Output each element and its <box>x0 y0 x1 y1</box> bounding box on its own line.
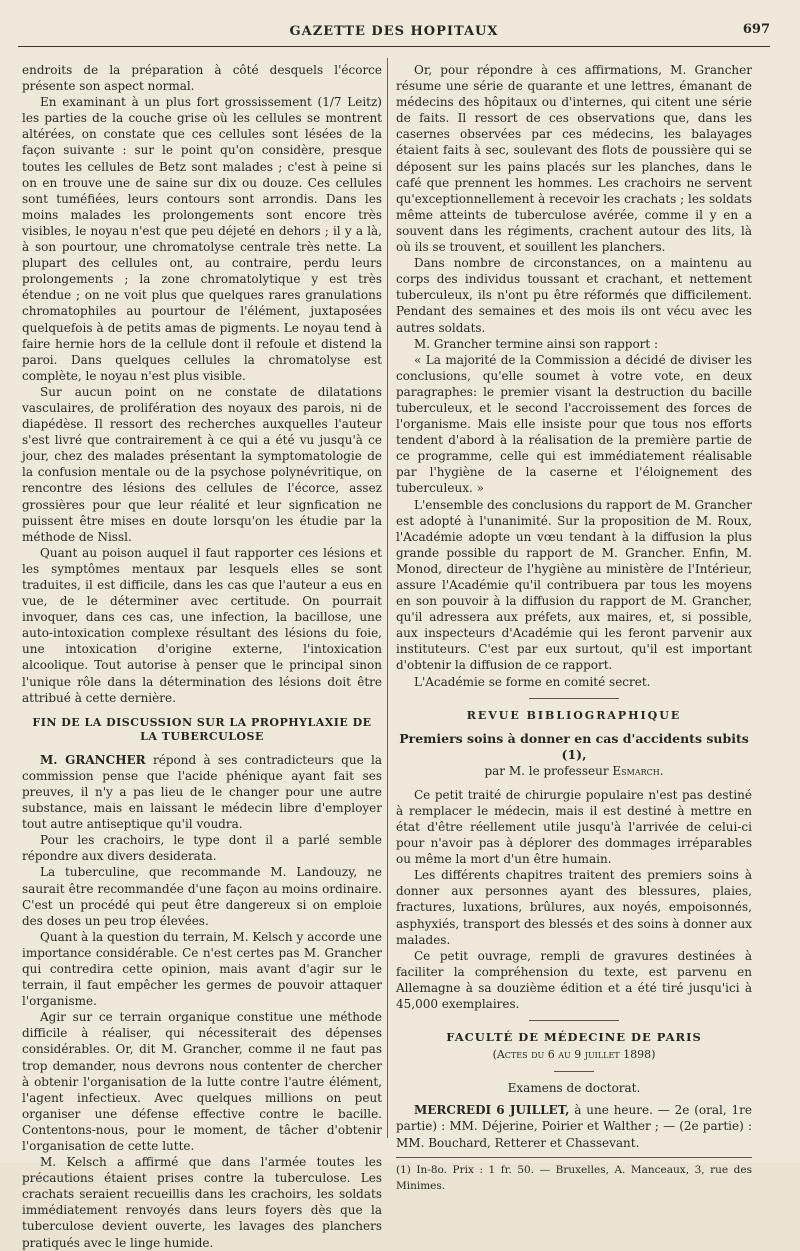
section-title: FIN DE LA DISCUSSION SUR LA PROPHYLAXIE DE LA TUBERCULOSE <box>32 715 372 743</box>
paragraph: endroits de la préparation à côté desquels l'écorce présente son aspect normal. <box>22 63 382 94</box>
paragraph: Or, pour répondre à ces affirmations, M. Grancher résume une série de quarante et une lettres, émanant de médecins des hôpitaux ou d'internes, qui citent une série de faits. Il ressort de ces observations que, dans les casernes observées par ces médecins, les balayages étaient faits à sec, soulevant des flots de poussière qui se déposent sur les pains placés sur les planches, dans le café que prennent les hommes. Les crachoirs ne servent qu'exceptionnellement à recevoir les crachats ; les soldats même atteints de tuberculose avérée, comme il y en a souvent dans les régiments, crachent autour des lits, là où ils se trouvent, et souillent les planchers. <box>396 63 752 255</box>
paragraph <box>396 1102 752 1150</box>
paragraph: En examinant à un plus fort grossissement (1/7 Leitz) les parties de la couche grise où les cellules se montrent altérées, on constate que ces cellules sont lésées de la façon suivante : sur le point qu'on considère, presque toutes les cellules de Betz sont malades ; c'est à peine si on en trouve une de saine sur dix ou douze. Ces cellules sont tuméfiées, leurs contours sont arrondis. Dans les moins malades les prolongements sont encore très visibles, le noyau n'est que peu déjeté en dehors ; il y a là, à son pourtour, une chromatolyse centrale très nette. La plupart des cellules ont, au contraire, perdu leurs prolongements ; la zone chromatolytique y est très étendue ; on ne voit plus que quelques rares granulations chromatophiles au pourtour de l'élément, juxtaposées quelquefois à de petits amas de pigments. Le noyau tend à faire hernie hors de la cellule dont il refoule et distend la paroi. Dans quelques cellules la chromatolyse est complète, le noyau n'est plus visible. <box>22 95 382 383</box>
paragraph: Quant au poison auquel il faut rapporter ces lésions et les symptômes mentaux par lesquels elles se sont traduites, il est difficile, dans les cas que l'auteur a eus en vue, de le déterminer avec certitude. On pourrait invoquer, dans ces cas, une infection, la bacillose, une auto-intoxication complexe résultant des lésions du foie, une intoxication d'origine externe, l'intoxication alcoolique. Tout autorise à penser que le principal sinon l'unique rôle dans la détermination des lésions doit être attribué à cette dernière. <box>22 545 382 705</box>
paragraph: La tuberculine, que recommande M. Landouzy, ne saurait être recommandée d'une façon au moins ordinaire. C'est un procédé qui peut être dangereux si on emploie des doses un peu trop élevées. <box>22 865 382 928</box>
right-column <box>396 62 752 1194</box>
exams-title: Examens de doctorat. <box>507 1081 641 1096</box>
separator-rule <box>529 1020 619 1021</box>
paragraph: « La majorité de la Commission a décidé de diviser les conclusions, qu'elle soumet à votre vote, en deux paragraphes: le premier visant la destruction du bacille tuberculeux, et le second l'accroissement des forces de l'organisme. Mais elle insiste pour que tous nos efforts tendent d'abord à la réalisation de la première partie de ce programme, celle qui est immédiatement réalisable par l'hygiène de la caserne et l'éloignement des tuberculeux. » <box>396 352 752 496</box>
paragraph: M. Kelsch a affirmé que dans l'armée toutes les précautions étaient prises contre la tuberculose. Les crachats seraient recueillis dans les crachoirs, les soldats immédiatement renvoyés dans leurs foyers dès que la tuberculose devient ouverte, les lavages des planchers pratiqués avec le linge humide. <box>22 1155 382 1250</box>
author-prefix: par M. le professeur <box>484 763 613 778</box>
paragraph: L'Académie se forme en comité secret. <box>414 674 651 689</box>
page-number: 697 <box>742 22 770 37</box>
page-header <box>18 20 770 47</box>
paragraph: L'ensemble des conclusions du rapport de M. Grancher est adopté à l'unanimité. Sur la proposition de M. Roux, l'Académie adopte un vœu tendant à la diffusion la plus grande possible du rapport de M. Grancher. Enfin, M. Monod, directeur de l'hygiène au ministère de l'Intérieur, assure l'Académie qu'il contribuera par tous les moyens en son pouvoir à la diffusion du rapport de M. Grancher, qu'il adressera aux préfets, aux maires, et, si possible, aux inspecteurs d'Académie qui les feront parvenir aux instituteurs. C'est par eux surtout, qu'il est important d'obtenir la diffusion de ce rapport. <box>396 497 752 673</box>
footnote: (1) In-8o. Prix : 1 fr. 50. — Bruxelles, A. Manceaux, 3, rue des Minimes. <box>396 1163 752 1192</box>
paragraph: Sur aucun point on ne constate de dilatations vasculaires, de prolifération des noyaux des parois, ni de diapédèse. Il ressort des recherches auxquelles l'auteur s'est livré que contrairement à ce qui a été vu jusqu'à ce jour, chez des malades présentant la symptomatologie de la confusion mentale ou de la psychose polynévritique, on rencontre des lésions des cellules de l'écorce, assez grossières pour que leur réalité et leur signfication ne puissent être mises en doute lorsqu'on les étudie par la méthode de Nissl. <box>22 384 382 544</box>
footnote-rule <box>396 1157 752 1158</box>
paragraph <box>22 752 382 832</box>
paragraph: Agir sur ce terrain organique constitue une méthode difficile à réaliser, qui nécessiterait des dépenses considérables. Or, dit M. Grancher, comme il ne faut pas trop demander, nous devrons nous contenter de chercher à obtenir l'organisation de la lutte contre l'autre élément, l'agent infectieux. Avec quelques millions on peut organiser une défense effective contre le bacille. Contentons-nous, pour le moment, de tâcher d'obtenir l'organisation de cette lutte. <box>22 1010 382 1153</box>
faculty-title: FACULTÉ DE MÉDECINE DE PARIS <box>446 1030 702 1045</box>
paragraph: M. Grancher termine ainsi son rapport : <box>414 336 659 351</box>
faculty-dates: (Actes du 6 au 9 juillet 1898) <box>492 1048 656 1062</box>
paragraph: Ce petit ouvrage, rempli de gravures destinées à faciliter la compréhension du texte, est parvenu en Allemagne à sa douzième édition et a été tiré jusqu'ici à 45,000 exemplaires. <box>396 948 752 1011</box>
left-column <box>22 62 382 1251</box>
paragraph: Les différents chapitres traitent des premiers soins à donner aux personnes ayant des blessures, plaies, fractures, luxations, brûlures, aux noyés, empoisonnés, asphyxiés, transport des blessés et des soins à donner aux malades. <box>396 868 752 947</box>
paragraph: Quant à la question du terrain, M. Kelsch y accorde une importance considérable. Ce n'est certes pas M. Grancher qui contredira cette opinion, mais avant d'agir sur le terrain, il faut empêcher les germes de pouvoir attaquer l'organisme. <box>22 929 382 1009</box>
book-author <box>396 763 752 779</box>
paragraph-text: répond à ses contradicteurs que la commission pense que l'acide phénique ayant fait ses preuves, il n'y a pas lieu de le changer pour une autre substance, mais en laissant le médecin libre d'employer tout autre antiseptique qu'il voudra. <box>22 752 382 832</box>
paragraph: Pour les crachoirs, le type dont il a parlé semble répondre aux divers desiderata. <box>22 833 382 864</box>
exam-day: MERCREDI 6 JUILLET, <box>414 1103 570 1118</box>
speaker-name: M. GRANCHER <box>40 752 146 767</box>
author-name: Esmarch. <box>612 763 664 778</box>
column-divider <box>387 58 388 1138</box>
paragraph: Dans nombre de circonstances, on a maintenu au corps des individus toussant et crachant, et nettement tuberculeux, ils n'ont pu être réformés que difficilement. Pendant des semaines et des mois ils ont vécu avec les autres soldats. <box>396 256 752 335</box>
separator-rule <box>529 698 619 699</box>
journal-title: GAZETTE DES HOPITAUX <box>289 24 499 39</box>
book-title: Premiers soins à donner en cas d'accidents subits (1), <box>399 730 749 762</box>
section-title: REVUE BIBLIOGRAPHIQUE <box>466 708 682 722</box>
separator-rule <box>554 1071 594 1072</box>
paragraph: Ce petit traité de chirurgie populaire n'est pas destiné à remplacer le médecin, mais il est destiné à mettre en état d'être réellement utile jusqu'à l'arrivée de celui-ci pour n'avoir pas à déplorer des dommages irréparables ou même la mort d'un être humain. <box>396 787 752 867</box>
exam-text: à une heure. — 2e (oral, 1re partie) : MM. Déjerine, Poirier et Walther ; — (2e partie) : MM. Bouchard, Retterer et Chassevant. <box>396 1103 752 1150</box>
